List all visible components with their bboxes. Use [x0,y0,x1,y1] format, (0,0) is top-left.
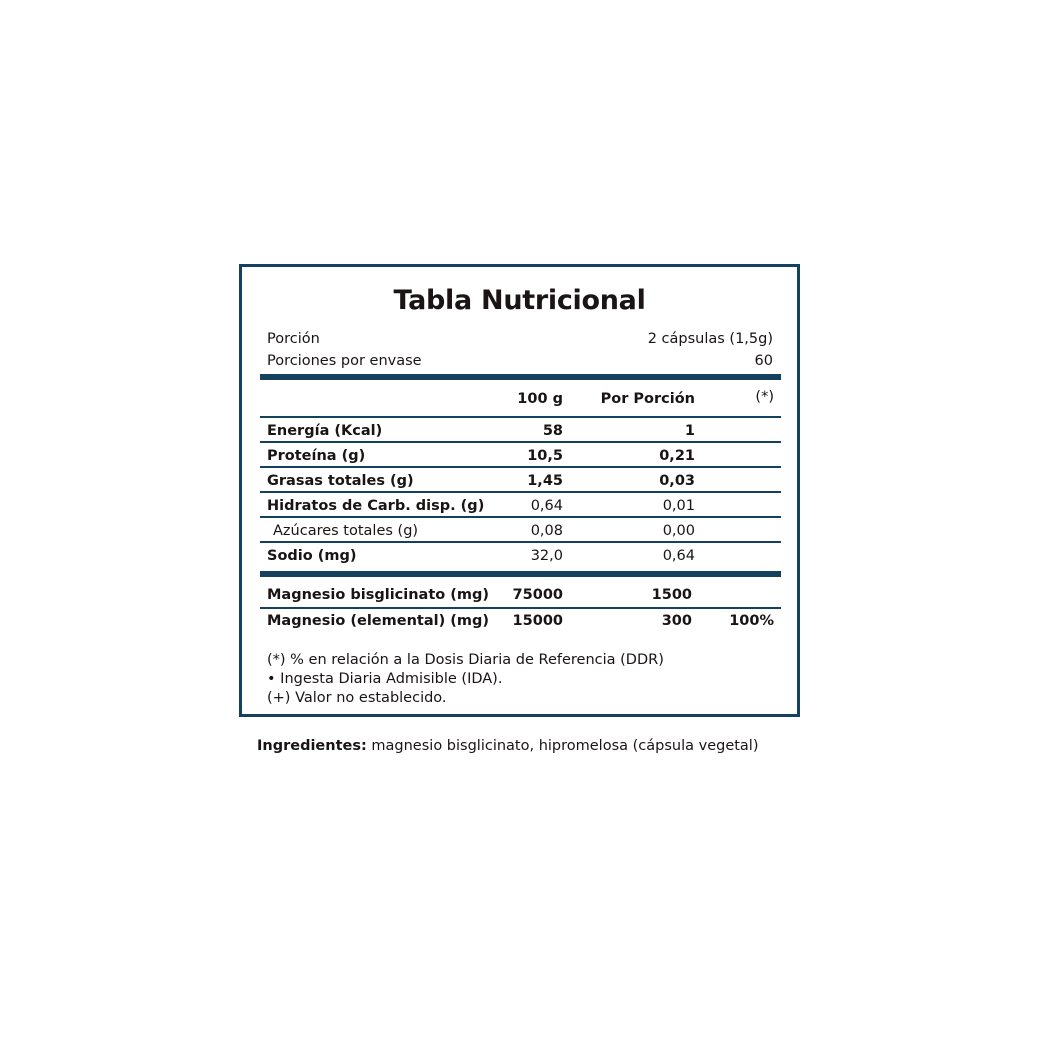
per-container-row [267,351,773,371]
row-per100: 32,0 [530,548,563,564]
table-row [242,420,797,442]
row-pct: 100% [729,613,774,629]
row-per-portion: 0,21 [659,448,695,464]
table-row [242,520,797,542]
row-name: Proteína (g) [267,448,366,464]
footnote: (*) % en relación a la Dosis Diaria de Referencia (DDR) [267,652,664,668]
row-name: Grasas totales (g) [267,473,414,489]
row-per-portion: 0,03 [659,473,695,489]
table-row [242,445,797,467]
divider [260,416,781,418]
row-name: Sodio (mg) [267,548,357,564]
row-per100: 58 [542,423,563,439]
divider [260,466,781,468]
row-per100: 0,64 [530,498,563,514]
row-name: Azúcares totales (g) [273,523,419,539]
row-per-portion: 1500 [651,587,692,603]
divider [260,516,781,518]
portion-row [267,329,773,349]
row-name: Magnesio bisglicinato (mg) [267,587,490,603]
row-name: Magnesio (elemental) (mg) [267,613,489,629]
portion-value: 2 cápsulas (1,5g) [647,331,773,347]
divider [260,491,781,493]
divider [260,607,781,609]
row-per-portion: 0,64 [662,548,695,564]
divider [260,441,781,443]
col-header-pct: (*) [755,389,774,405]
table-row [242,610,797,632]
ingredients-label: Ingredientes: [257,738,367,754]
ingredients-text: magnesio bisglicinato, hipromelosa (cápsula vegetal) [366,738,759,754]
row-per100: 10,5 [527,448,563,464]
divider-thick [260,571,781,577]
footnote: • Ingesta Diaria Admisible (IDA). [267,671,503,687]
table-row [242,584,797,606]
table-title: Tabla Nutricional [393,285,646,316]
row-per-portion: 1 [684,423,695,439]
col-header-per-portion: Por Porción [600,391,695,407]
footnotes [267,651,664,708]
row-per100: 0,08 [530,523,563,539]
row-per-portion: 0,00 [662,523,695,539]
row-per-portion: 0,01 [662,498,695,514]
row-per100: 1,45 [527,473,563,489]
row-per100: 15000 [512,613,563,629]
row-name: Hidratos de Carb. disp. (g) [267,498,485,514]
table-row [242,470,797,492]
table-row [242,495,797,517]
footnote: (+) Valor no establecido. [267,690,447,706]
column-header-row [242,388,797,410]
divider-thick [260,374,781,380]
portion-label: Porción [267,331,320,347]
row-name: Energía (Kcal) [267,423,383,439]
row-per-portion: 300 [661,613,692,629]
per-container-label: Porciones por envase [267,353,422,369]
nutrition-table [239,264,800,717]
divider [260,541,781,543]
col-header-100g: 100 g [517,391,563,407]
row-per100: 75000 [512,587,563,603]
table-row [242,545,797,567]
per-container-value: 60 [754,353,773,369]
ingredients-line [257,738,759,754]
